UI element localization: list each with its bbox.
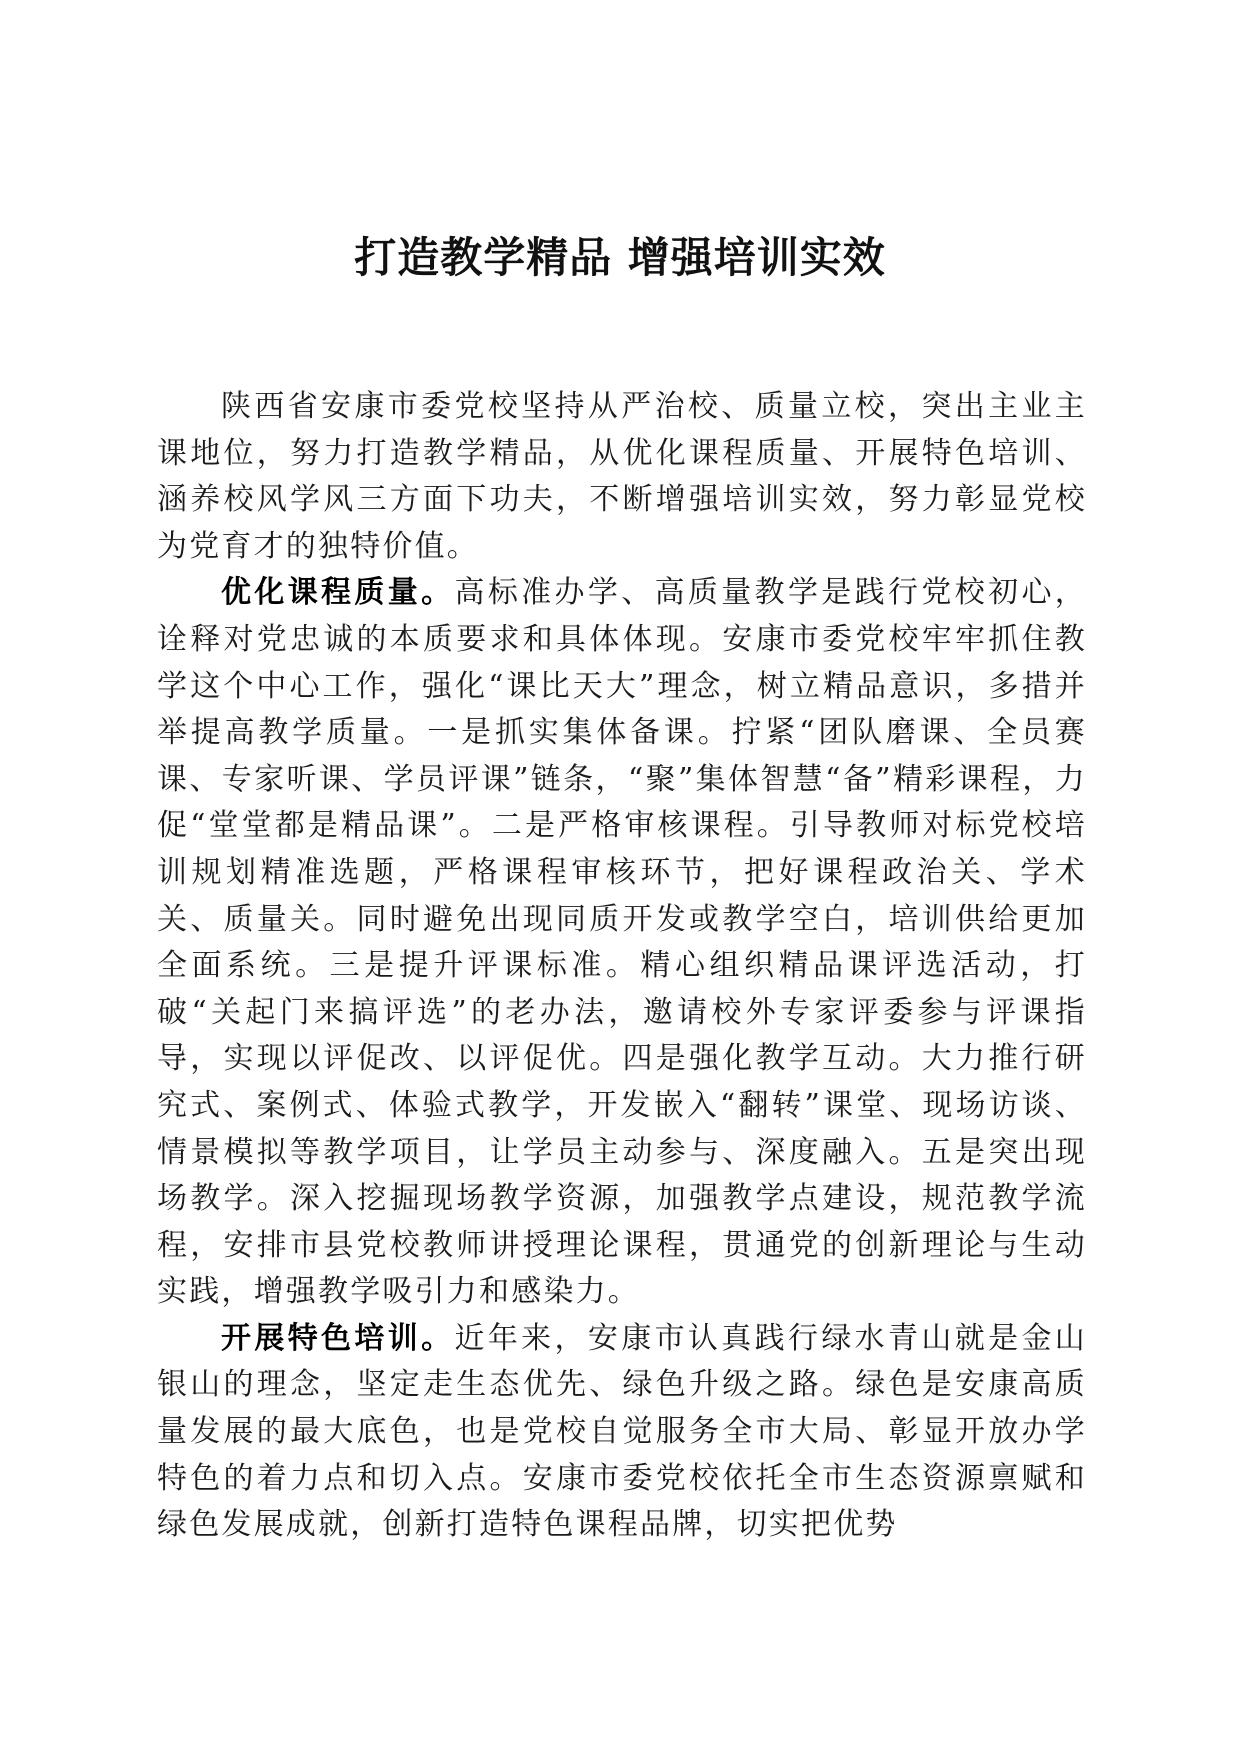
paragraph-text: 近年来，安康市认真践行绿水青山就是金山银山的理念，坚定走生态优先、绿色升级之路。绿色是安康高质量发展的最大底色，也是党校自觉服务全市大局、彰显开放办学特色的着力点和切入点。安康市委党校依托全市生态资源禀赋和绿色发展成就，创新打造特色课程品牌，切实把优势 xyxy=(157,1320,1087,1543)
paragraph-lead: 开展特色培训。 xyxy=(221,1320,455,1356)
paragraph-lead: 优化课程质量。 xyxy=(221,575,455,611)
paragraph-intro xyxy=(157,384,1087,570)
paragraph-text: 陕西省安康市委党校坚持从严治校、质量立校，突出主业主课地位，努力打造教学精品，从优化课程质量、开展特色培训、涵养校风学风三方面下功夫，不断增强培训实效，努力彰显党校为党育才的独特价值。 xyxy=(157,389,1087,564)
paragraph-text: 高标准办学、高质量教学是践行党校初心，诠释对党忠诚的本质要求和具体体现。安康市委党校牢牢抓住教学这个中心工作，强化“课比天大”理念，树立精品意识，多措并举提高教学质量。一是抓实集体备课。拧紧“团队磨课、全员赛课、专家听课、学员评课”链条，“聚”集体智慧“备”精彩课程，力促“堂堂都是精品课”。二是严格审核课程。引导教师对标党校培训规划精准选题，严格课程审核环节，把好课程政治关、学术关、质量关。同时避免出现同质开发或教学空白，培训供给更加全面系统。三是提升评课标准。精心组织精品课评选活动，打破“关起门来搞评选”的老办法，邀请校外专家评委参与评课指导，实现以评促改、以评促优。四是强化教学互动。大力推行研究式、案例式、体验式教学，开发嵌入“翻转”课堂、现场访谈、情景模拟等教学项目，让学员主动参与、深度融入。五是突出现场教学。深入挖掘现场教学资源，加强教学点建设，规范教学流程，安排市县党校教师讲授理论课程，贯通党的创新理论与生动实践，增强教学吸引力和感染力。 xyxy=(157,575,1087,1310)
paragraph-featured-training xyxy=(157,1316,1087,1549)
document-title: 打造教学精品 增强培训实效 xyxy=(354,233,886,282)
paragraph-course-quality xyxy=(157,570,1087,1316)
document-body xyxy=(157,384,1087,1549)
